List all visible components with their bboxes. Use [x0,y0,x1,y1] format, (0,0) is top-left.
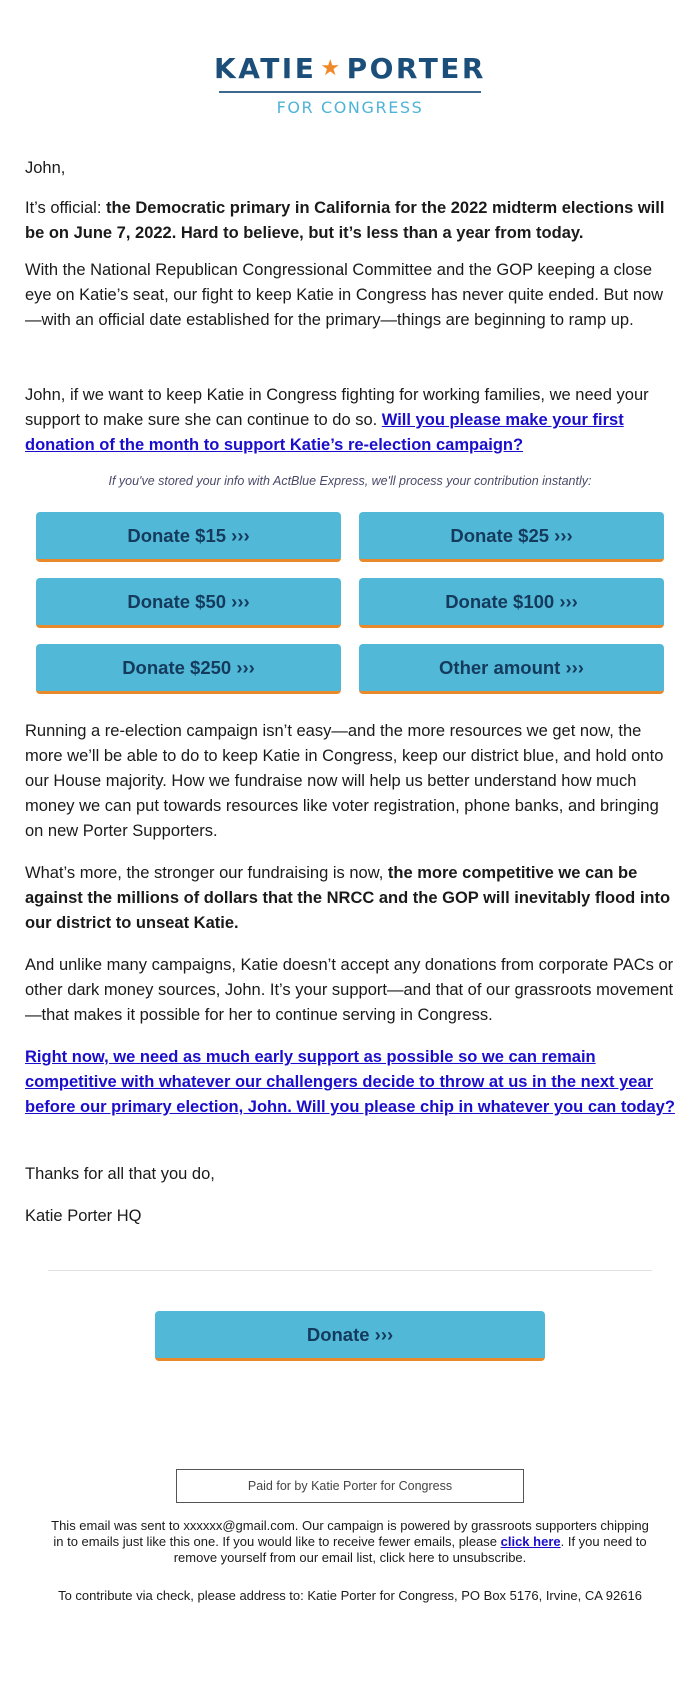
katie-porter-logo [0,52,700,119]
logo-divider [219,91,481,93]
signoff: Thanks for all that you do, [25,1165,215,1183]
donate-15-button[interactable]: Donate $15 ››› [36,512,341,562]
paragraph-bold: the more competitive we can be against the millions of dollars that the NRCC and the GOP will inevitably flood into our district to unseat Katie. [25,864,671,932]
footer-text-unsubscribe: . If you need to remove yourself from our email list, click here to unsubscribe. [173,1534,647,1565]
greeting: John, [25,159,66,177]
paragraph-bold: the Democratic primary in California for the 2022 midterm elections will be on June 7, 2022. Hard to believe, but it’s less than a year from today. [25,199,665,242]
logo-last-name: PORTER [346,52,486,85]
donate-250-button[interactable]: Donate $250 ››› [36,644,341,694]
footer-notice [50,1518,650,1566]
logo-subtitle: FOR CONGRESS [276,98,424,117]
signature: Katie Porter HQ [25,1207,142,1225]
paragraph-ask [25,383,675,458]
donate-25-button[interactable]: Donate $25 ››› [359,512,664,562]
footer-text: This email was sent to xxxxxx@gmail.com. Our campaign is powered by grassroots supporters chipping in to emails just like this one. If you would like to receive fewer emails, please [51,1518,649,1549]
donate-50-button[interactable]: Donate $50 ››› [36,578,341,628]
paid-for-disclaimer: Paid for by Katie Porter for Congress [176,1469,524,1503]
paragraph-chip-in [25,1045,675,1120]
divider [48,1270,652,1271]
paragraph-primary-date [25,196,675,246]
paragraph-text: John, if we want to keep Katie in Congress fighting for working families, we need your support to make sure she can continue to do so. [25,386,649,429]
logo-wordmark [0,52,700,89]
donate-button[interactable]: Donate ››› [155,1311,545,1361]
mailing-address: To contribute via check, please address to: Katie Porter for Congress, PO Box 5176, Irvine, CA 92616 [58,1588,642,1603]
paragraph-resources: Running a re-election campaign isn’t easy—and the more resources we get now, the more we’ll be able to do to keep Katie in Congress, keep our district blue, and hold onto our House majority. How we fundraise now will help us better understand how much money we can put towards resources like voter registration, phone banks, and bringing on new Porter Supporters. [25,722,664,840]
chip-in-link[interactable]: Right now, we need as much early support as possible so we can remain competitive with whatever our challengers decide to throw at us in the next year before our primary election, John. Will you please chip in whatever you can today? [25,1048,675,1116]
first-donation-link[interactable]: Will you please make your first donation of the month to support Katie’s re-election campaign? [25,411,624,454]
donate-100-button[interactable]: Donate $100 ››› [359,578,664,628]
paragraph-competitive [25,861,675,936]
star-icon: ★ [320,56,343,81]
actblue-express-note: If you've stored your info with ActBlue Express, we'll process your contribution instantly: [108,474,592,488]
logo-first-name: KATIE [214,52,317,85]
paragraph-no-pacs: And unlike many campaigns, Katie doesn’t accept any donations from corporate PACs or other dark money sources, John. It’s your support—and that of our grassroots movement—that makes it possible for her to continue serving in Congress. [25,956,674,1024]
fewer-emails-link[interactable]: click here [500,1534,561,1549]
other-amount-button[interactable]: Other amount ››› [359,644,664,694]
paragraph-lead: What’s more, the stronger our fundraising is now, [25,864,388,882]
paragraph-lead: It’s official: [25,199,107,217]
paragraph-nrcc: With the National Republican Congressional Committee and the GOP keeping a close eye on Katie’s seat, our fight to keep Katie in Congress has never quite ended. But now—with an official date established for the primary—things are beginning to ramp up. [25,261,664,329]
